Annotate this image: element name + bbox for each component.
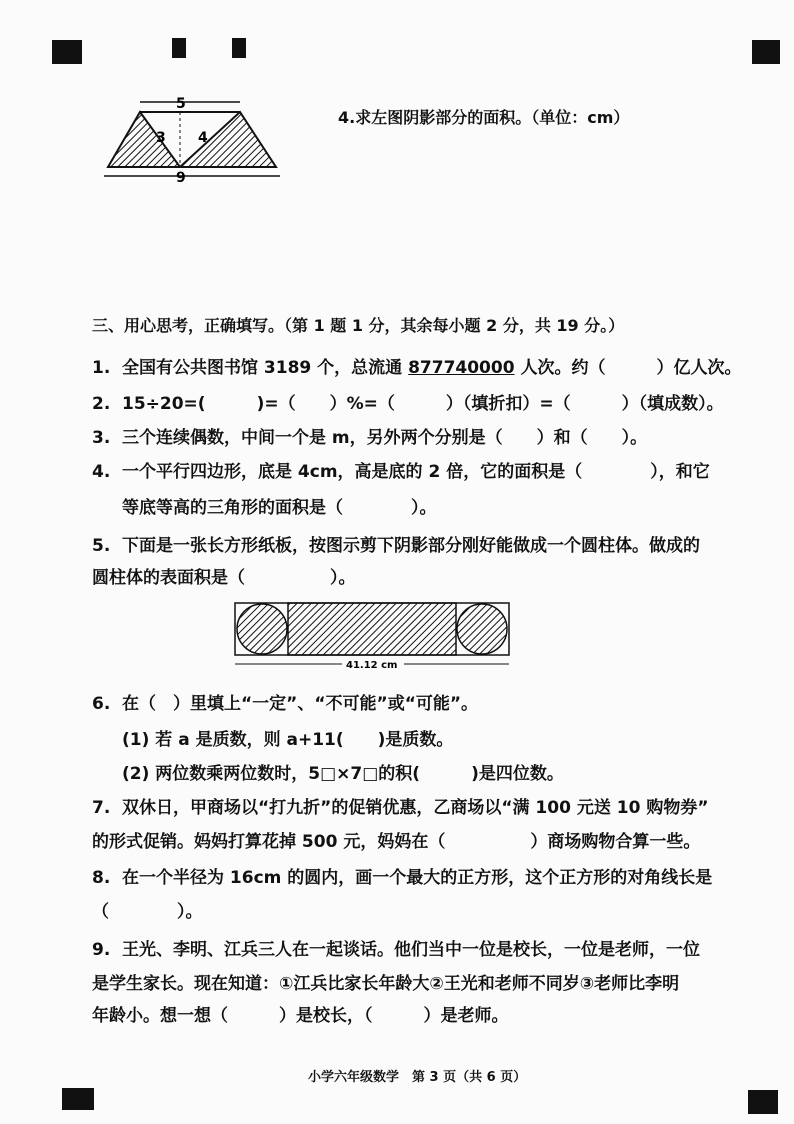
- q3-number: 3.: [92, 428, 111, 448]
- q1-text: [122, 358, 741, 378]
- label-right: 4: [198, 130, 208, 146]
- q2-text: 15÷20=( )=（ ）%=（ ）（填折扣）=（ ）（填成数）。: [122, 394, 724, 414]
- q8-line1: 在一个半径为 16cm 的圆内，画一个最大的正方形，这个正方形的对角线长是: [122, 868, 713, 888]
- shaded-triangle-right: [180, 112, 276, 167]
- label-bottom: 9: [176, 170, 186, 186]
- label-top: 5: [176, 96, 186, 112]
- registration-mark-bottom-right: [748, 1090, 778, 1114]
- q7-number: 7.: [92, 798, 111, 818]
- cylinder-net-figure: [234, 602, 512, 672]
- q1-text-c: 人次。约（ ）亿人次。: [514, 358, 742, 378]
- q4-header: 4.求左图阴影部分的面积。（单位：cm）: [338, 108, 630, 127]
- shaded-triangle-left: [108, 112, 180, 167]
- q8-line2: （ ）。: [92, 902, 203, 922]
- registration-mark-top-mid1: [172, 38, 186, 58]
- q5-number: 5.: [92, 536, 111, 556]
- q7-line1: 双休日，甲商场以“打九折”的促销优惠，乙商场以“满 100 元送 10 购物券”: [122, 798, 709, 818]
- section-3-heading: 三、用心思考，正确填写。（第 1 题 1 分，其余每小题 2 分，共 19 分。）: [92, 316, 625, 335]
- net-circle-left: [237, 604, 287, 654]
- registration-mark-top-left: [52, 40, 82, 64]
- q9-line2: 是学生家长。现在知道：①江兵比家长年龄大②王光和老师不同岁③老师比李明: [92, 974, 680, 994]
- registration-mark-top-right: [752, 40, 780, 64]
- q6-sub1: (1) 若 a 是质数，则 a+11( )是质数。: [122, 730, 454, 750]
- q9-line3: 年龄小。想一想（ ）是校长，（ ）是老师。: [92, 1006, 509, 1026]
- q4-line2: 等底等高的三角形的面积是（ ）。: [122, 498, 437, 518]
- q1-number: 1.: [92, 358, 111, 378]
- q9-number: 9.: [92, 940, 111, 960]
- q8-number: 8.: [92, 868, 111, 888]
- q6-number: 6.: [92, 694, 111, 714]
- q5-line1: 下面是一张长方形纸板，按图示剪下阴影部分刚好能做成一个圆柱体。做成的: [122, 536, 700, 556]
- q5-line2: 圆柱体的表面积是（ ）。: [92, 568, 356, 588]
- q1-text-b: 877740000: [408, 358, 515, 378]
- net-circle-right: [457, 604, 507, 654]
- q7-line2: 的形式促销。妈妈打算花掉 500 元，妈妈在（ ）商场购物合算一些。: [92, 832, 701, 852]
- q1-text-a: 全国有公共图书馆 3189 个，总流通: [122, 358, 409, 378]
- label-left: 3: [156, 130, 166, 146]
- q4-number: 4.: [92, 462, 111, 482]
- q6-sub2: (2) 两位数乘两位数时，5□×7□的积( )是四位数。: [122, 764, 564, 784]
- triangle-figure: [100, 92, 285, 187]
- net-rectangle: [288, 603, 456, 655]
- page-footer: 小学六年级数学 第 3 页（共 6 页）: [308, 1070, 527, 1085]
- net-width-label: 41.12 cm: [346, 660, 398, 671]
- q4-line1: 一个平行四边形，底是 4cm，高是底的 2 倍，它的面积是（ ），和它: [122, 462, 710, 482]
- q9-line1: 王光、李明、江兵三人在一起谈话。他们当中一位是校长，一位是老师，一位: [122, 940, 700, 960]
- q2-number: 2.: [92, 394, 111, 414]
- registration-mark-bottom-left: [62, 1088, 94, 1110]
- registration-mark-top-mid2: [232, 38, 246, 58]
- q6-line1: 在（ ）里填上“一定”、“不可能”或“可能”。: [122, 694, 479, 714]
- q3-text: 三个连续偶数，中间一个是 m，另外两个分别是（ ）和（ ）。: [122, 428, 648, 448]
